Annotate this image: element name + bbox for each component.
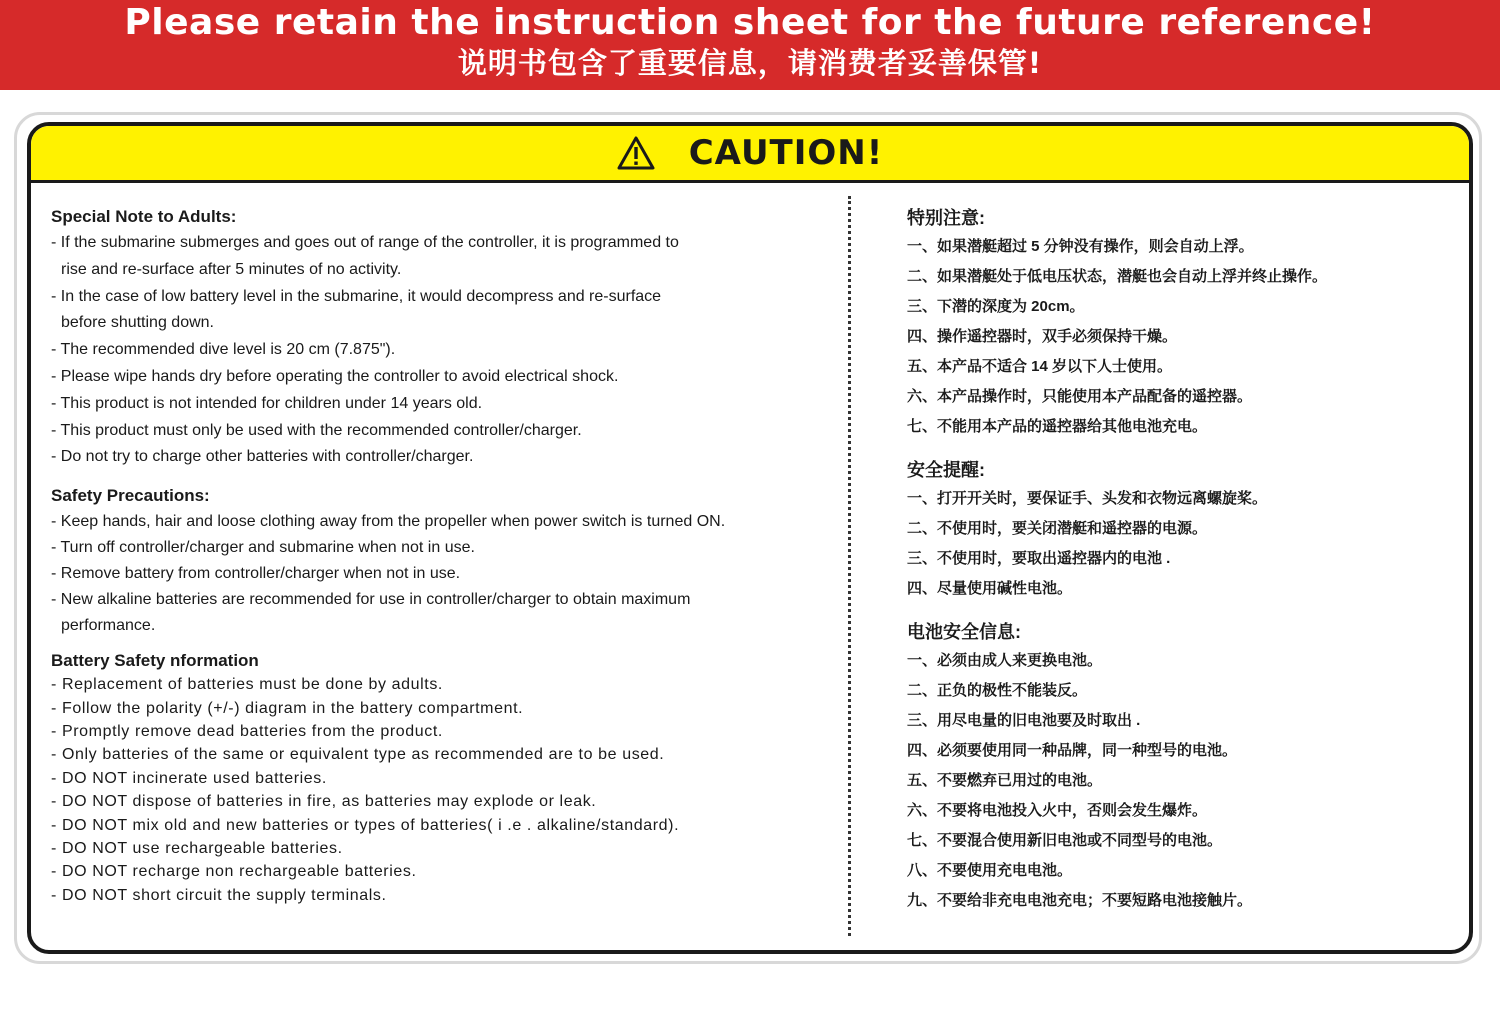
list-item: - This product must only be used with the recommended controller/charger. [51, 421, 582, 439]
list-item: - Please wipe hands dry before operating the controller to avoid electrical shock. [51, 367, 619, 385]
list-item: 五、不要燃弃已用过的电池。 [907, 772, 1103, 789]
battery-safety-heading: Battery Safety nformation [51, 651, 259, 671]
list-item: 三、下潜的深度为 20cm。 [907, 298, 1085, 315]
banner-title-en: Please retain the instruction sheet for the future reference! [124, 2, 1376, 43]
list-item: - In the case of low battery level in the submarine, it would decompress and re-surface [51, 287, 662, 305]
list-item: - DO NOT recharge non rechargeable batteries. [51, 863, 417, 881]
list-item: 五、本产品不适合 14 岁以下人士使用。 [907, 358, 1173, 375]
caution-title: CAUTION! [688, 133, 884, 173]
list-item: - Only batteries of the same or equivalent type as recommended are to be used. [51, 746, 665, 764]
caution-card [27, 122, 1473, 954]
list-item: - This product is not intended for children under 14 years old. [51, 394, 483, 412]
list-item: 四、操作遥控器时，双手必须保持干燥。 [907, 328, 1178, 345]
english-column [51, 204, 841, 907]
list-item: - DO NOT mix old and new batteries or types of batteries( i .e . alkaline/standard). [51, 816, 680, 834]
safety-precautions-heading: Safety Precautions: [51, 486, 210, 506]
list-item: 一、必须由成人来更换电池。 [907, 652, 1103, 669]
list-item: - Keep hands, hair and loose clothing away from the propeller when power switch is turned ON. [51, 513, 726, 531]
list-item: 八、不要使用充电电池。 [907, 862, 1073, 879]
list-item: 二、正负的极性不能装反。 [907, 682, 1088, 699]
special-note-list-zh [907, 232, 1447, 442]
list-item: - Do not try to charge other batteries with controller/charger. [51, 448, 474, 466]
battery-safety-list-zh [907, 646, 1447, 916]
caution-header [31, 126, 1469, 183]
list-item: 六、本产品操作时，只能使用本产品配备的遥控器。 [907, 388, 1253, 405]
list-item: - Promptly remove dead batteries from the product. [51, 722, 443, 740]
list-item: - Remove battery from controller/charger when not in use. [51, 565, 461, 583]
list-item: 六、不要将电池投入火中，否则会发生爆炸。 [907, 802, 1208, 819]
top-banner [0, 0, 1500, 90]
safety-precautions-list [51, 509, 841, 639]
list-item: 九、不要给非充电电池充电；不要短路电池接触片。 [907, 892, 1253, 909]
list-item: - Replacement of batteries must be done by adults. [51, 676, 443, 694]
list-item: - DO NOT use rechargeable batteries. [51, 840, 343, 858]
list-item: - Turn off controller/charger and submarine when not in use. [51, 539, 475, 557]
list-item: rise and re-surface after 5 minutes of no activity. [61, 260, 402, 278]
chinese-column [907, 204, 1447, 916]
list-item: 一、如果潜艇超过 5 分钟没有操作，则会自动上浮。 [907, 238, 1254, 255]
list-item: before shutting down. [61, 314, 214, 332]
list-item: 四、尽量使用碱性电池。 [907, 580, 1073, 597]
special-note-list [51, 230, 841, 471]
special-note-heading-zh: 特别注意: [907, 208, 985, 228]
list-item: 一、打开开关时，要保证手、头发和衣物远离螺旋桨。 [907, 490, 1268, 507]
list-item: - DO NOT dispose of batteries in fire, as batteries may explode or leak. [51, 793, 597, 811]
list-item: - New alkaline batteries are recommended for use in controller/charger to obtain maximum [51, 591, 691, 609]
list-item: 三、用尽电量的旧电池要及时取出 . [907, 712, 1141, 729]
battery-safety-list [51, 673, 841, 907]
list-item: 三、不使用时，要取出遥控器内的电池 . [907, 550, 1171, 567]
list-item: 二、如果潜艇处于低电压状态，潜艇也会自动上浮并终止操作。 [907, 268, 1328, 285]
list-item: - Follow the polarity (+/-) diagram in the battery compartment. [51, 699, 524, 717]
list-item: - DO NOT incinerate used batteries. [51, 769, 327, 787]
warning-triangle-icon [617, 136, 655, 170]
list-item: 四、必须要使用同一种品牌，同一种型号的电池。 [907, 742, 1238, 759]
safety-precautions-list-zh [907, 484, 1447, 604]
list-item: - If the submarine submerges and goes out of range of the controller, it is programmed to [51, 234, 679, 251]
list-item: 二、不使用时，要关闭潜艇和遥控器的电源。 [907, 520, 1208, 537]
safety-precautions-heading-zh: 安全提醒: [907, 460, 985, 480]
special-note-heading: Special Note to Adults: [51, 207, 237, 226]
list-item: - DO NOT short circuit the supply terminals. [51, 886, 387, 904]
list-item: - The recommended dive level is 20 cm (7.875"). [51, 341, 396, 359]
column-divider [848, 196, 851, 936]
banner-title-zh: 说明书包含了重要信息，请消费者妥善保管! [457, 46, 1043, 80]
list-item: performance. [61, 617, 156, 635]
battery-safety-heading-zh: 电池安全信息: [907, 622, 1021, 642]
list-item: 七、不能用本产品的遥控器给其他电池充电。 [907, 418, 1208, 435]
list-item: 七、不要混合使用新旧电池或不同型号的电池。 [907, 832, 1223, 849]
